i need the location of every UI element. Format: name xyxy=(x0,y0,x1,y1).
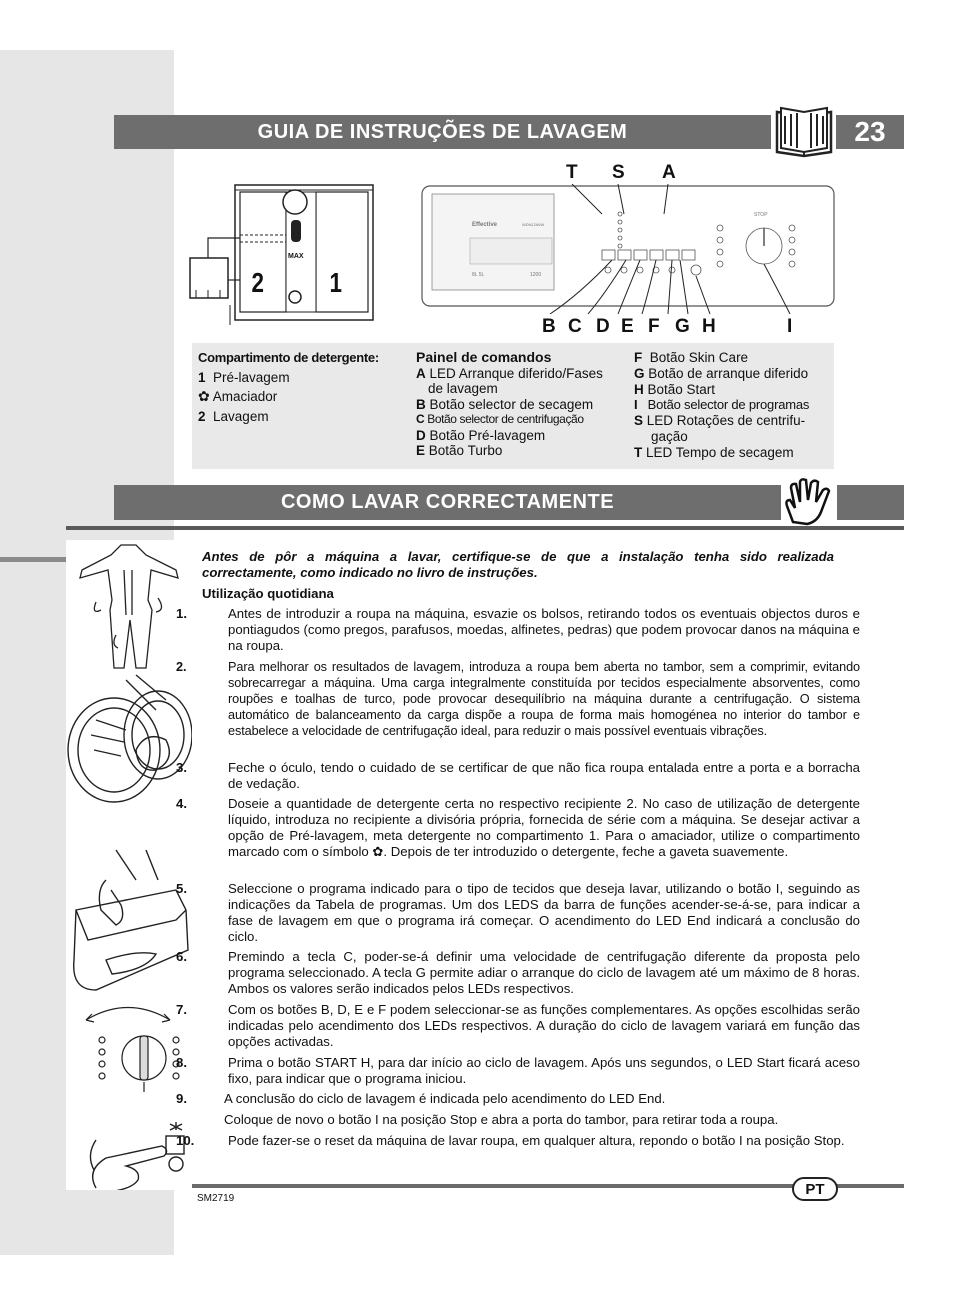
illustration-column xyxy=(66,540,192,1190)
legend-key: E xyxy=(416,443,426,458)
panel-stop-label: STOP xyxy=(754,212,768,218)
panel-display-right: 1200 xyxy=(530,272,542,278)
legend-text: LED Arranque diferido/Fases de lavagem xyxy=(428,365,603,396)
section-title-instructions xyxy=(114,115,771,149)
label-T: T xyxy=(566,162,578,183)
step-10 xyxy=(176,1133,860,1149)
legend-key: S xyxy=(634,413,644,429)
panel-model: WDN1266W xyxy=(522,222,545,227)
hand-icon xyxy=(781,478,837,528)
step-number: 8. xyxy=(176,1055,187,1070)
step-number: 2. xyxy=(176,660,187,674)
label-A: A xyxy=(662,162,676,183)
legend-key: D xyxy=(416,427,426,443)
step-text: Para melhorar os resultados de lavagem, introduza a roupa bem aberta no tambor, sem a comprimir, evitando sobrecarregar a máquina. Uma carga integralmente constituída por tecidos especialmente absorventes, como roupões e toalhas de turco, pode provocar desequilíbrio na máquina durante a centrifugação. O sistema automático de balanceamento da carga dispõe a roupa de forma mais homogénea no interior do tambor e estabelece a velocidade de centrifugação ideal, para reduzir o mais possível eventuais vibrações. xyxy=(228,660,860,738)
legend-detergent-item xyxy=(198,389,398,405)
legend-key: 1 xyxy=(198,369,206,385)
control-panel-diagram xyxy=(420,184,836,314)
section-title-how-to-wash xyxy=(114,485,781,520)
legend-text: Botão de arranque diferido xyxy=(648,365,809,381)
step-number: 3. xyxy=(176,760,187,775)
step-text: Prima o botão START H, para dar início ao ciclo de lavagem. Após uns segundos, o LED Start ficará aceso fixo, para indicar que o programa iniciou. xyxy=(228,1055,860,1086)
step-9 xyxy=(176,1091,860,1107)
legend-key: H xyxy=(634,381,644,397)
legend-panel xyxy=(416,350,621,459)
legend-text: Botão selector de centrifugação xyxy=(427,412,584,426)
legend-box xyxy=(192,343,834,469)
legend-panel-title: Painel de comandos xyxy=(416,349,552,365)
page-number-text: 23 xyxy=(854,116,886,147)
step-number: 6. xyxy=(176,949,187,964)
legend-detergent xyxy=(198,350,398,424)
margin-separator xyxy=(0,557,66,562)
step-number: 1. xyxy=(176,606,187,621)
compartment-1-label: 1 xyxy=(329,267,343,298)
legend-text: Botão selector de secagem xyxy=(429,396,594,412)
panel-display-left: 8L 5L xyxy=(472,272,485,278)
step-1 xyxy=(176,606,860,654)
step-number: 10. xyxy=(176,1133,195,1148)
step-text: Feche o óculo, tendo o cuidado de se certificar de que não fica roupa entalada entre a porta e a borracha de vedação. xyxy=(228,760,860,791)
subtitle-daily-use: Utilização quotidiana xyxy=(202,586,334,601)
section-title-text: COMO LAVAR CORRECTAMENTE xyxy=(280,491,615,513)
compartment-2-label: 2 xyxy=(251,267,265,298)
flower-icon: ✿ xyxy=(198,388,210,404)
legend-text: Botão Start xyxy=(647,381,716,397)
label-F: F xyxy=(648,316,660,337)
legend-text: Botão Turbo xyxy=(428,443,503,458)
legend-right-item xyxy=(634,366,832,382)
step-6 xyxy=(176,949,860,997)
document-code: SM2719 xyxy=(197,1193,235,1204)
step-text: A conclusão do ciclo de lavagem é indicada pelo acendimento do LED End. xyxy=(224,1091,666,1106)
legend-right-item xyxy=(634,413,832,445)
legend-text: Botão selector de programas xyxy=(647,397,810,413)
legend-panel-item xyxy=(416,428,621,444)
legend-key: B xyxy=(416,396,426,412)
step-number: 7. xyxy=(176,1002,187,1017)
legend-key: A xyxy=(416,365,426,381)
step-3 xyxy=(176,760,860,792)
legend-panel-item xyxy=(416,443,621,459)
step-4 xyxy=(176,796,860,860)
section-underline xyxy=(66,526,904,530)
step-text: Premindo a tecla C, poder-se-á definir uma velocidade de centrifugação diferente da proposta pelo programa seleccionado. A tecla G permite adiar o arranque do ciclo de lavagem até um máximo de 8 horas. Ambos os valores serão indicados pelos LEDs respectivos. xyxy=(228,949,860,996)
legend-detergent-item xyxy=(198,370,398,386)
legend-key: 2 xyxy=(198,408,206,424)
step-7 xyxy=(176,1002,860,1050)
step-number: 9. xyxy=(176,1091,187,1106)
label-I: I xyxy=(787,316,793,337)
legend-panel-item xyxy=(416,397,621,413)
left-margin-band xyxy=(0,50,66,1255)
max-label: MAX xyxy=(288,253,304,260)
legend-text: LED Tempo de secagem xyxy=(646,444,794,460)
legend-right-item xyxy=(634,445,832,461)
step-text: Com os botões B, D, E e F podem seleccionar-se as funções complementares. As opções escolhidas serão indicadas pelo acendimento dos LEDs respectivos. A duração do ciclo de lavagem variará em função das opções activadas. xyxy=(228,1002,860,1049)
step-2 xyxy=(176,659,860,739)
label-S: S xyxy=(612,162,625,183)
section-title-text: GUIA DE INSTRUÇÕES DE LAVAGEM xyxy=(257,120,628,143)
step-number: 5. xyxy=(176,881,187,896)
legend-text: Botão Skin Care xyxy=(649,350,749,365)
legend-panel-item xyxy=(416,412,621,428)
legend-key: I xyxy=(634,397,638,413)
book-icon xyxy=(771,102,837,158)
label-G: G xyxy=(675,316,690,337)
language-badge xyxy=(792,1177,838,1201)
intro-paragraph: Antes de pôr a máquina a lavar, certifique-se de que a instalação tenha sido realizada correctamente, como indicado no livro de instruções. xyxy=(202,549,834,580)
detergent-drawer-diagram xyxy=(188,180,378,325)
step-text: Antes de introduzir a roupa na máquina, esvazie os bolsos, retirando todos os eventuais objectos duros e pontiagudos (como pregos, parafusos, moedas, alfinetes, pedras) que podem provocar danos na máquina e na roupa. xyxy=(228,606,860,653)
step-number: 4. xyxy=(176,796,187,811)
label-C: C xyxy=(568,316,582,337)
legend-key: C xyxy=(416,412,425,426)
legend-text: Lavagem xyxy=(213,408,269,424)
label-E: E xyxy=(621,316,634,337)
step-9-continued xyxy=(202,1112,834,1128)
legend-key: T xyxy=(634,444,643,460)
legend-text: LED Rotações de centrifu-gação xyxy=(646,413,806,444)
section-bar-end xyxy=(837,485,904,520)
legend-right-item xyxy=(634,397,832,413)
label-H: H xyxy=(702,316,716,337)
legend-text: Pré-lavagem xyxy=(213,369,290,385)
page-number xyxy=(836,115,904,149)
legend-detergent-title: Compartimento de detergente: xyxy=(198,350,379,365)
step-text: Seleccione o programa indicado para o tipo de tecidos que deseja lavar, utilizando o botão I, seguindo as indicações da Tabela de programas. Um dos LEDS da barra de funções acender-se-á-se, para indicar a fase de lavagem em que o programa irá começar. O acendimento do LED End indicará a conclusão do ciclo. xyxy=(228,881,860,944)
legend-key: F xyxy=(634,350,643,365)
legend-right-item xyxy=(634,350,832,366)
legend-detergent-item xyxy=(198,409,398,425)
legend-right-item xyxy=(634,382,832,398)
step-text: Doseie a quantidade de detergente certa no respectivo recipiente 2. No caso de utilização de detergente líquido, introduza no recipiente a divisória própria, fornecida de série com a máquina. Se desejar activar a opção de Pré-lavagem, meta detergente no compartimento 1. Para o amaciador, utilize o compartimento marcado com o símbolo ✿. Depois de ter introduzido o detergente, feche a gaveta suavemente. xyxy=(228,796,860,859)
legend-text: Botão Pré-lavagem xyxy=(429,427,546,443)
legend-panel-item xyxy=(416,366,621,397)
step-text: Coloque de novo o botão I na posição Stop e abra a porta do tambor, para retirar toda a roupa. xyxy=(224,1112,779,1127)
label-D: D xyxy=(596,316,610,337)
panel-brand: Effective xyxy=(472,222,498,228)
language-badge-text: PT xyxy=(805,1180,825,1198)
step-5 xyxy=(176,881,860,945)
legend-text: Amaciador xyxy=(212,389,278,404)
legend-key: G xyxy=(634,365,645,381)
label-B: B xyxy=(542,316,556,337)
step-text: Pode fazer-se o reset da máquina de lavar roupa, em qualquer altura, repondo o botão I na posição Stop. xyxy=(228,1133,845,1148)
legend-right xyxy=(634,350,832,461)
step-8 xyxy=(176,1055,860,1087)
